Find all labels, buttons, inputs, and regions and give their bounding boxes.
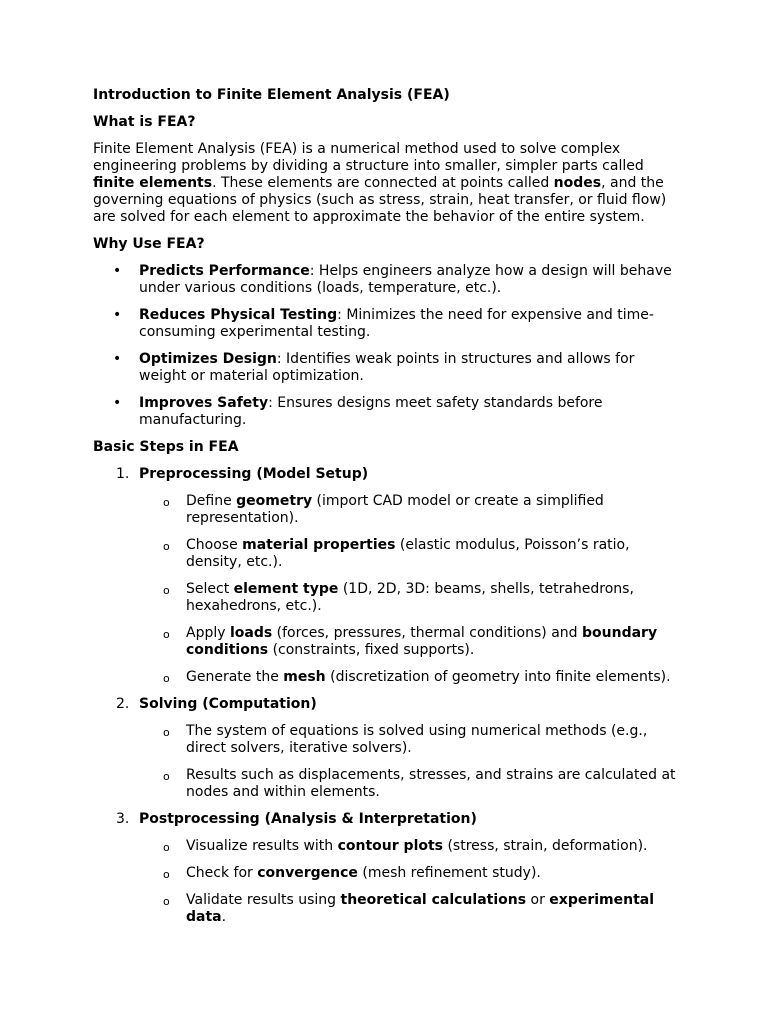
sub-bullet-icon: o [163,496,170,509]
sub-bullet-icon: o [163,672,170,685]
step-title [93,696,683,713]
sub-item-text: Select [186,581,234,597]
step-subitem [93,537,683,571]
why-item-bold-term: Improves Safety [139,395,269,411]
sub-item-bold-term: loads [229,625,273,641]
step-item [93,466,683,686]
document-content [93,87,683,936]
step-number: 2. [116,696,130,712]
step-sublist [93,723,683,801]
para-text: Finite Element Analysis (FEA) is a numerical method used to solve complex engineering problems by dividing a structure into smaller, simpler parts called [93,141,644,174]
sub-item-bold-term: mesh [283,669,326,685]
sub-item-bold-term: contour plots [337,838,444,854]
sub-item-text: . [221,909,227,925]
steps-list [93,466,683,926]
para-bold-term: finite elements [93,175,213,191]
bullet-icon: • [113,351,122,367]
step-sublist [93,838,683,926]
why-list-item [93,263,683,297]
sub-item-bold-term: convergence [257,865,358,881]
step-title-text: Solving (Computation) [139,696,317,712]
sub-item-text: (import CAD model or create a simplified representation). [186,493,604,526]
step-item [93,811,683,926]
step-subitem [93,723,683,757]
step-subitem [93,892,683,926]
step-subitem [93,493,683,527]
sub-item-text: (elastic modulus, Poisson’s ratio, density, etc.). [186,537,630,570]
step-subitem [93,581,683,615]
why-item-text: : Identifies weak points in structures and allows for weight or material optimization. [139,351,635,384]
what-paragraph [93,141,683,226]
sub-item-bold-term: material properties [242,537,396,553]
para-bold-term: nodes [553,175,602,191]
step-title-text: Postprocessing (Analysis & Interpretation) [139,811,477,827]
sub-item-bold-term: experimental data [186,892,655,925]
sub-item-text: (constraints, fixed supports). [268,642,475,658]
why-list [93,263,683,429]
section-heading-why: Why Use FEA? [93,236,205,252]
sub-item-text: (stress, strain, deformation). [443,838,648,854]
para-text: . These elements are connected at points called [212,175,554,191]
step-number: 1. [116,466,130,482]
step-title [93,466,683,483]
sub-item-text: Visualize results with [186,838,338,854]
sub-bullet-icon: o [163,895,170,908]
sub-item-text: (mesh refinement study). [357,865,541,881]
sub-item-text: (discretization of geometry into finite elements). [325,669,671,685]
why-item-bold-term: Predicts Performance [139,263,310,279]
sub-item-bold-term: geometry [236,493,313,509]
sub-bullet-icon: o [163,540,170,553]
document-title: Introduction to Finite Element Analysis (FEA) [93,87,450,103]
sub-item-bold-term: theoretical calculations [340,892,527,908]
sub-item-text: The system of equations is solved using numerical methods (e.g., direct solvers, iterative solvers). [186,723,648,756]
sub-item-text: Generate the [186,669,284,685]
sub-bullet-icon: o [163,584,170,597]
section-heading-steps: Basic Steps in FEA [93,439,239,455]
why-item-text: : Ensures designs meet safety standards before manufacturing. [139,395,603,428]
bullet-icon: • [113,263,122,279]
sub-item-text: or [526,892,550,908]
step-sublist [93,493,683,686]
para-text: , and the governing equations of physics (such as stress, strain, heat transfer, or fluid flow) are solved for each element to approximate the behavior of the entire system. [93,175,667,225]
sub-item-bold-term: element type [233,581,339,597]
step-subitem [93,625,683,659]
step-subitem [93,669,683,686]
sub-item-text: Results such as displacements, stresses, and strains are calculated at nodes and within elements. [186,767,676,800]
sub-item-bold-term: boundary conditions [186,625,658,658]
why-item-text: : Minimizes the need for expensive and time-consuming experimental testing. [139,307,654,340]
sub-bullet-icon: o [163,726,170,739]
sub-bullet-icon: o [163,628,170,641]
step-subitem [93,865,683,882]
bullet-icon: • [113,307,122,323]
step-number: 3. [116,811,130,827]
step-title [93,811,683,828]
sub-item-text: (forces, pressures, thermal conditions) and [272,625,582,641]
sub-item-text: Validate results using [186,892,341,908]
sub-bullet-icon: o [163,770,170,783]
step-subitem [93,767,683,801]
why-item-bold-term: Optimizes Design [139,351,277,367]
why-item-bold-term: Reduces Physical Testing [139,307,338,323]
sub-item-text: (1D, 2D, 3D: beams, shells, tetrahedrons, hexahedrons, etc.). [186,581,634,614]
section-heading-what: What is FEA? [93,114,196,130]
sub-item-text: Define [186,493,237,509]
why-list-item [93,351,683,385]
why-list-item [93,395,683,429]
step-title-text: Preprocessing (Model Setup) [139,466,369,482]
sub-item-text: Choose [186,537,243,553]
step-subitem [93,838,683,855]
sub-bullet-icon: o [163,841,170,854]
sub-bullet-icon: o [163,868,170,881]
step-item [93,696,683,801]
why-item-text: : Helps engineers analyze how a design will behave under various conditions (loads, temperature, etc.). [139,263,672,296]
sub-item-text: Check for [186,865,258,881]
bullet-icon: • [113,395,122,411]
why-list-item [93,307,683,341]
sub-item-text: Apply [186,625,230,641]
